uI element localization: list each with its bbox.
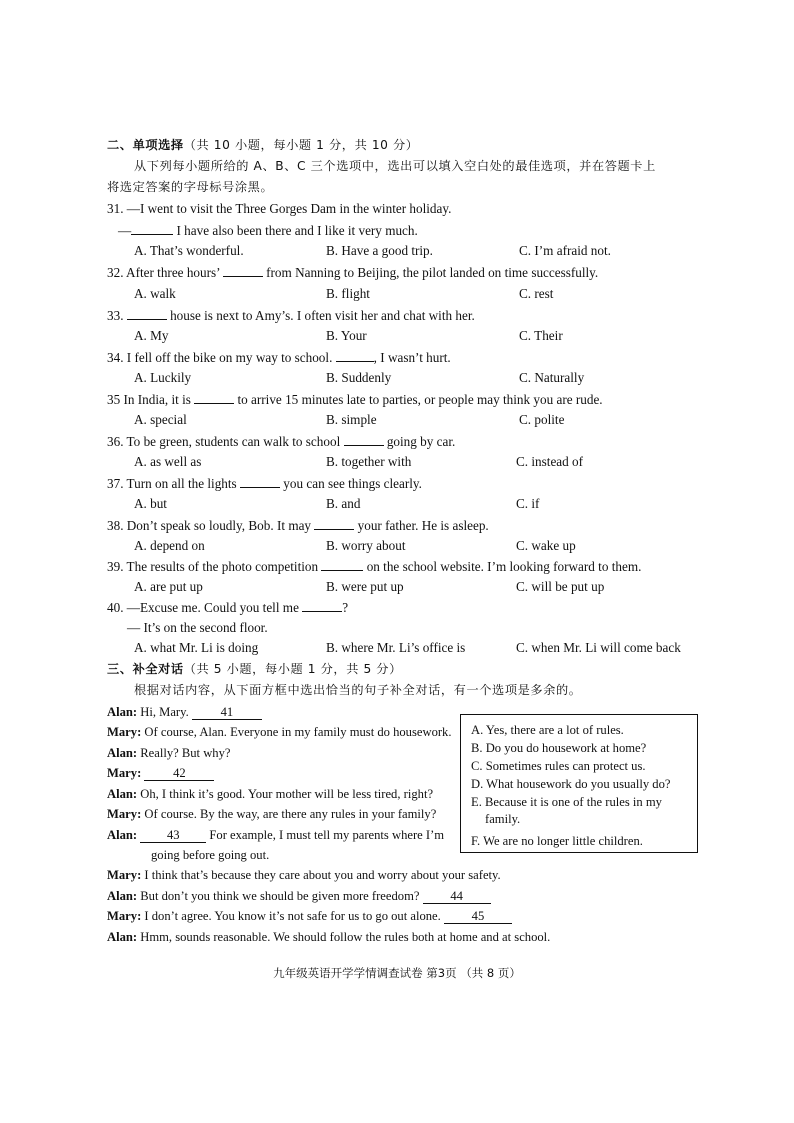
section3-heading-note: （共 5 小题，每小题 1 分，共 5 分） — [183, 662, 402, 676]
q34-option-a: A. Luckily — [134, 370, 192, 385]
q37-option-b: B. and — [326, 496, 361, 511]
dialogue-text: Oh, I think it’s good. Your mother will be less tired, right? — [137, 787, 434, 801]
q32-option-c: C. rest — [519, 286, 554, 301]
q40-option-b: B. where Mr. Li’s office is — [326, 640, 466, 655]
q31-option-c: C. I’m afraid not. — [519, 243, 611, 258]
q36-option-b: B. together with — [326, 454, 412, 469]
speaker: Alan: — [107, 889, 138, 903]
q39-option-a: A. are put up — [134, 579, 203, 594]
speaker: Mary: — [107, 766, 142, 780]
answer-blank — [302, 599, 342, 612]
speaker: Mary: — [107, 909, 142, 923]
q38-pre: 38. Don’t speak so loudly, Bob. It may — [107, 518, 315, 533]
dialogue-line-9 — [107, 888, 491, 904]
dialogue-line-7-cont: going before going out. — [151, 848, 270, 862]
dialogue-text: For example, I must tell my parents where I’m — [206, 828, 445, 842]
q32-post: from Nanning to Beijing, the pilot landed on time successfully. — [262, 265, 599, 280]
q31-dash: — — [118, 223, 132, 238]
q38-post: your father. He is asleep. — [354, 518, 489, 533]
box-option-e-cont: family. — [485, 812, 521, 826]
page-footer: 九年级英语开学学情调查试卷 第3页 （共 8 页） — [273, 966, 521, 980]
q39-post: on the school website. I’m looking forward to them. — [363, 559, 642, 574]
speaker: Mary: — [107, 868, 142, 882]
dialogue-text: I don’t agree. You know it’s not safe for us to go out alone. — [141, 909, 444, 923]
question-35-stem — [107, 391, 603, 408]
answer-blank — [223, 264, 263, 277]
speaker: Mary: — [107, 725, 142, 739]
q40-option-a: A. what Mr. Li is doing — [134, 640, 259, 655]
options-box — [460, 714, 698, 853]
q32-pre: 32. After three hours’ — [107, 265, 223, 280]
answer-blank — [344, 433, 384, 446]
q36-post: going by car. — [383, 434, 456, 449]
blank-45: 45 — [444, 909, 512, 924]
q36-option-a: A. as well as — [134, 454, 202, 469]
question-40-stem2: — It’s on the second floor. — [127, 620, 268, 635]
question-39-stem — [107, 558, 641, 575]
speaker: Alan: — [107, 705, 138, 719]
q40-pre: 40. —Excuse me. Could you tell me — [107, 600, 303, 615]
dialogue-line-11 — [107, 929, 550, 945]
dialogue-line-4 — [107, 765, 214, 781]
q33-option-c: C. Their — [519, 328, 563, 343]
blank-41: 41 — [192, 705, 262, 720]
q36-option-c: C. instead of — [516, 454, 584, 469]
dialogue-text: Hmm, sounds reasonable. We should follow the rules both at home and at school. — [137, 930, 551, 944]
q39-pre: 39. The results of the photo competition — [107, 559, 322, 574]
section2-heading-line — [107, 137, 419, 153]
q33-option-b: B. Your — [326, 328, 367, 343]
q33-post: house is next to Amy’s. I often visit her and chat with her. — [166, 308, 475, 323]
question-37-stem — [107, 475, 422, 492]
q39-option-b: B. were put up — [326, 579, 404, 594]
speaker: Alan: — [107, 746, 138, 760]
answer-blank — [321, 558, 363, 571]
dialogue-text: Hi, Mary. — [137, 705, 192, 719]
q37-pre: 37. Turn on all the lights — [107, 476, 240, 491]
q35-pre: 35 In India, it is — [107, 392, 195, 407]
question-34-stem — [107, 349, 451, 366]
box-option-c: C. Sometimes rules can protect us. — [471, 759, 646, 773]
box-option-b: B. Do you do housework at home? — [471, 741, 647, 755]
q38-option-c: C. wake up — [516, 538, 576, 553]
speaker: Alan: — [107, 787, 138, 801]
section2-instruction-1: 从下列每小题所给的 A、B、C 三个选项中，选出可以填入空白处的最佳选项，并在答题卡上 — [134, 159, 656, 173]
q32-option-a: A. walk — [134, 286, 176, 301]
section3-heading: 三、补全对话 — [107, 662, 184, 676]
q31-option-b: B. Have a good trip. — [326, 243, 433, 258]
answer-blank — [336, 349, 374, 362]
speaker: Alan: — [107, 828, 138, 842]
q37-post: you can see things clearly. — [280, 476, 422, 491]
dialogue-text: But don’t you think we should be given more freedom? — [137, 889, 423, 903]
q32-option-b: B. flight — [326, 286, 370, 301]
dialogue-text: Really? But why? — [137, 746, 231, 760]
question-31-stem2 — [118, 222, 418, 239]
answer-blank — [240, 475, 280, 488]
dialogue-text: Of course. By the way, are there any rules in your family? — [141, 807, 437, 821]
box-option-e: E. Because it is one of the rules in my — [471, 795, 662, 809]
q34-post: , I wasn’t hurt. — [373, 350, 451, 365]
q33-option-a: A. My — [134, 328, 169, 343]
question-32-stem — [107, 264, 598, 281]
dialogue-line-6 — [107, 806, 436, 822]
section3-heading-line — [107, 661, 402, 677]
question-31-stem: 31. —I went to visit the Three Gorges Dam in the winter holiday. — [107, 201, 452, 216]
box-option-a: A. Yes, there are a lot of rules. — [471, 723, 624, 737]
q35-post: to arrive 15 minutes late to parties, or people may think you are rude. — [234, 392, 603, 407]
blank-44: 44 — [423, 889, 491, 904]
question-40-stem — [107, 599, 348, 616]
section2-heading-note: （共 10 小题，每小题 1 分，共 10 分） — [183, 138, 419, 152]
dialogue-line-2 — [107, 724, 452, 740]
dialogue-text: Of course, Alan. Everyone in my family must do housework. — [141, 725, 452, 739]
q38-option-b: B. worry about — [326, 538, 406, 553]
speaker: Mary: — [107, 807, 142, 821]
q34-pre: 34. I fell off the bike on my way to school. — [107, 350, 336, 365]
dialogue-line-7 — [107, 827, 444, 843]
q39-option-c: C. will be put up — [516, 579, 605, 594]
dialogue-line-1 — [107, 704, 262, 720]
section3-instruction: 根据对话内容，从下面方框中选出恰当的句子补全对话，有一个选项是多余的。 — [134, 683, 582, 697]
q35-option-b: B. simple — [326, 412, 377, 427]
dialogue-text: I think that’s because they care about you and worry about your safety. — [141, 868, 501, 882]
answer-blank — [194, 391, 234, 404]
blank-42: 42 — [144, 766, 214, 781]
box-option-f: F. We are no longer little children. — [471, 834, 643, 848]
question-33-stem — [107, 307, 475, 324]
q31-stem2-text: I have also been there and I like it very much. — [173, 223, 418, 238]
section2-instruction-2: 将选定答案的字母标号涂黑。 — [107, 180, 274, 194]
q35-option-c: C. polite — [519, 412, 565, 427]
q33-pre: 33. — [107, 308, 127, 323]
box-option-d: D. What housework do you usually do? — [471, 777, 671, 791]
dialogue-line-8 — [107, 867, 501, 883]
question-36-stem — [107, 433, 455, 450]
q35-option-a: A. special — [134, 412, 187, 427]
dialogue-line-5 — [107, 786, 433, 802]
dialogue-line-3 — [107, 745, 230, 761]
dialogue-line-10 — [107, 908, 512, 924]
answer-blank — [131, 222, 173, 235]
q34-option-c: C. Naturally — [519, 370, 585, 385]
q37-option-a: A. but — [134, 496, 167, 511]
q31-option-a: A. That’s wonderful. — [134, 243, 244, 258]
q34-option-b: B. Suddenly — [326, 370, 392, 385]
answer-blank — [314, 517, 354, 530]
q38-option-a: A. depend on — [134, 538, 205, 553]
q40-post: ? — [342, 600, 349, 615]
q37-option-c: C. if — [516, 496, 540, 511]
section2-heading: 二、单项选择 — [107, 138, 184, 152]
q40-option-c: C. when Mr. Li will come back — [516, 640, 681, 655]
q36-pre: 36. To be green, students can walk to school — [107, 434, 344, 449]
blank-43: 43 — [140, 828, 206, 843]
answer-blank — [127, 307, 167, 320]
question-38-stem — [107, 517, 489, 534]
speaker: Alan: — [107, 930, 138, 944]
